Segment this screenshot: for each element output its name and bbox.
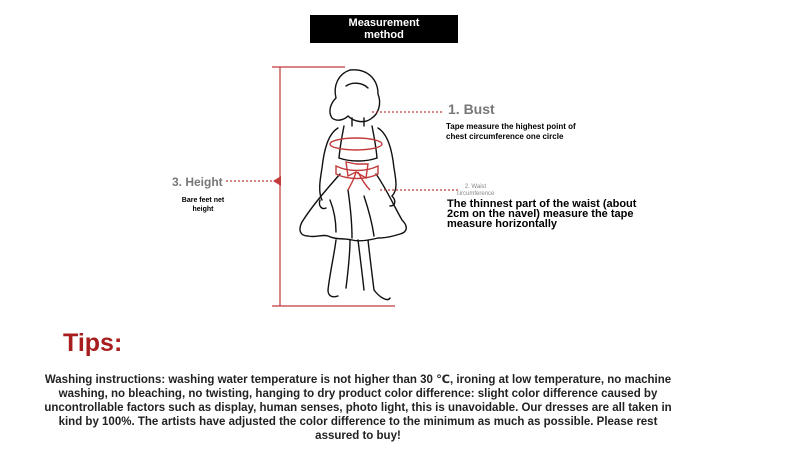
waist-description: The thinnest part of the waist (about 2cm on the navel) measure the tape measure horizontally bbox=[447, 198, 637, 230]
height-measure-line bbox=[226, 67, 395, 306]
bust-label: 1. Bust bbox=[448, 101, 495, 117]
waist-belt bbox=[336, 162, 378, 190]
waist-label: 2. Waist circumference bbox=[456, 184, 495, 197]
height-label: 3. Height bbox=[172, 175, 223, 189]
banner-title: Measurement method bbox=[348, 17, 420, 41]
bust-measure-ellipse bbox=[330, 138, 382, 150]
height-arrow-marker bbox=[273, 176, 281, 186]
tips-heading: Tips: bbox=[63, 329, 123, 357]
height-description: Bare feet net height bbox=[181, 197, 225, 213]
bust-description: Tape measure the highest point of chest circumference one circle bbox=[446, 122, 576, 141]
girl-figure bbox=[300, 70, 406, 300]
tips-text: Washing instructions: washing water temperature is not higher than 30 ℃, ironing at low temperature, no machine washing, no bleaching, no twisting, hanging to dry product color difference: slight color difference caused by uncontrollable factors such as display, human senses, photo light, this is unavoidable. Our dresses are all taken in kind by 100%. The artists have adjusted the color difference to the minimum as much as possible. Please rest assured to buy! bbox=[44, 374, 672, 442]
